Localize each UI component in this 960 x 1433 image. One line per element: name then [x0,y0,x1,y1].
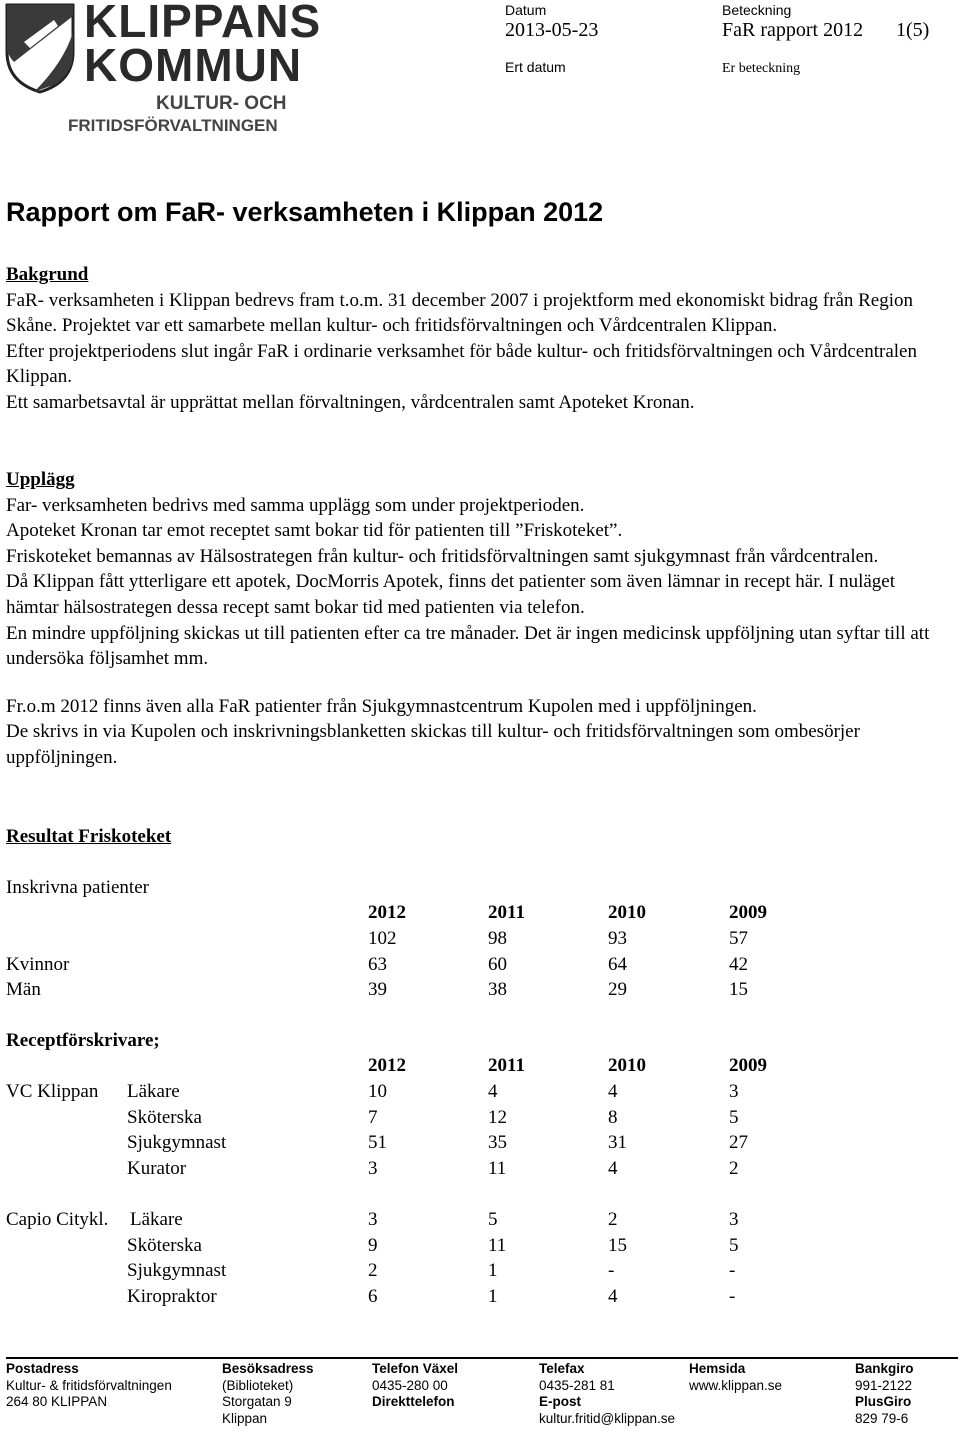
beteckning-value: FaR rapport 2012 [722,19,864,41]
footer [0,1361,960,1431]
bankgiro-value: 991-2122 [855,1377,913,1393]
year-cell: 2011 [488,1055,525,1076]
role-label: Sköterska [127,1235,202,1256]
telefax-label: Telefax [539,1361,585,1376]
role-label: Sköterska [127,1107,202,1128]
upplagg-heading: Upplägg [6,469,75,490]
year-cell: 2011 [488,902,525,923]
resultat-heading: Resultat Friskoteket [6,826,172,847]
recept-heading: Receptförskrivare; [6,1030,160,1051]
value-cell: 57 [729,928,748,949]
value-cell: 5 [729,1235,739,1256]
value-cell: 63 [368,954,387,975]
inskrivna-label: Inskrivna patienter [6,877,149,898]
hemsida-link[interactable]: www.klippan.se [689,1377,783,1393]
upplagg-paragraph-7: De skrivs in via Kupolen och inskrivningsblanketten skickas till kultur- och fritidsförvaltningen som ombesörjer uppföljningen. [6,721,860,768]
year-cell: 2012 [368,1055,406,1076]
table-row [0,1233,960,1259]
value-cell: 3 [368,1158,378,1179]
bakgrund-paragraph-3: Ett samarbetsavtal är upprättat mellan förvaltningen, vårdcentralen samt Apoteket Kronan. [6,391,695,413]
epost-label: E-post [539,1394,581,1409]
logo-line-1: KLIPPANS [84,0,322,47]
row-label: Män [6,979,41,1000]
value-cell: 11 [488,1158,507,1179]
bakgrund-heading: Bakgrund [6,264,89,285]
role-label: Läkare [130,1209,183,1230]
footer-bankgiro [855,1361,914,1427]
unit-label: VC Klippan [6,1081,99,1102]
value-cell: 98 [488,928,507,949]
beteckning-label: Beteckning [722,2,792,18]
besoksadress-line-2: Storgatan 9 [222,1394,292,1409]
value-cell: 60 [488,954,507,975]
upplagg-section [6,467,946,771]
table-row [0,1130,960,1156]
value-cell: 4 [608,1158,618,1179]
table-row [0,1156,960,1182]
value-cell: 39 [368,979,387,1000]
table-row [0,952,960,978]
datum-value: 2013-05-23 [505,19,599,41]
footer-telefax [539,1361,675,1427]
recept-year-row [0,1053,960,1079]
besoksadress-line-1: (Biblioteket) [222,1377,294,1393]
value-cell: - [729,1260,736,1281]
role-label: Sjukgymnast [127,1132,227,1153]
upplagg-paragraph-1: Far- verksamheten bedrivs med samma upplägg som under projektperioden. [6,494,585,516]
logo-line-3: KULTUR- OCH [156,93,287,114]
value-cell: 8 [608,1107,618,1128]
value-cell: 2 [368,1260,378,1281]
value-cell: 10 [368,1081,387,1102]
value-cell: 12 [488,1107,507,1128]
year-cell: 2009 [729,1055,767,1076]
postadress-label: Postadress [6,1361,79,1376]
value-cell: 6 [368,1286,378,1307]
unit-label: Capio Citykl. [6,1209,109,1230]
telefon-label: Telefon Växel [372,1361,459,1376]
footer-postadress [6,1361,172,1411]
page-title: Rapport om FaR- verksamheten i Klippan 2012 [6,197,604,227]
value-cell: 15 [608,1235,627,1256]
value-cell: 31 [608,1132,627,1153]
value-cell: 11 [488,1235,507,1256]
value-cell: 15 [729,979,748,1000]
hemsida-label: Hemsida [689,1361,746,1376]
value-cell: 38 [488,979,507,1000]
table-row [0,1284,960,1310]
year-cell: 2012 [368,902,406,923]
datum-label: Datum [505,2,547,18]
footer-divider [6,1357,958,1359]
value-cell: 93 [608,928,627,949]
bakgrund-section [6,262,956,416]
bankgiro-label: Bankgiro [855,1361,914,1376]
ert-datum-label: Ert datum [505,59,566,75]
table-row [0,1105,960,1131]
value-cell: 3 [368,1209,378,1230]
value-cell: 3 [729,1209,739,1230]
role-label: Kurator [127,1158,187,1179]
municipality-logo [4,0,322,140]
value-cell: 29 [608,979,627,1000]
value-cell: 7 [368,1107,378,1128]
plusgiro-value: 829 79-6 [855,1410,909,1426]
logo-line-4: FRITIDSFÖRVALTNINGEN [68,116,278,135]
value-cell: 4 [608,1081,618,1102]
table-row [0,926,960,952]
bakgrund-paragraph-1: FaR- verksamheten i Klippan bedrevs fram t.o.m. 31 december 2007 i projektform med ekonomiskt bidrag från Region Skåne. Projektet var ett samarbete mellan kultur- och fritidsförvaltningen och Vårdcentralen Klippan. [6,289,914,337]
besoksadress-label: Besöksadress [222,1361,314,1376]
coat-of-arms-icon [4,2,76,94]
role-label: Läkare [127,1081,180,1102]
telefon-line-1: 0435-280 00 [372,1377,448,1393]
page-number: 1(5) [896,19,930,41]
upplagg-paragraph-5: En mindre uppföljning skickas ut till patienten efter ca tre månader. Det är ingen medicinsk uppföljning utan syftar till att undersöka följsamhet mm. [6,622,930,670]
bakgrund-paragraph-2: Efter projektperiodens slut ingår FaR i ordinarie verksamhet för både kultur- och fritidsförvaltningen och Vårdcentralen Klippan. [6,340,917,388]
value-cell: 64 [608,954,627,975]
value-cell: 5 [729,1107,739,1128]
upplagg-paragraph-3: Friskoteket bemannas av Hälsostrategen från kultur- och fritidsförvaltningen samt sjukgymnast från vårdcentralen. [6,545,879,567]
row-label: Kvinnor [6,954,70,975]
role-label: Kiropraktor [127,1286,217,1307]
value-cell: 5 [488,1209,498,1230]
year-cell: 2010 [608,1055,646,1076]
value-cell: 42 [729,954,748,975]
value-cell: 102 [368,928,397,949]
year-cell: 2010 [608,902,646,923]
value-cell: 35 [488,1132,507,1153]
telefax-line-1: 0435-281 81 [539,1377,615,1393]
value-cell: 1 [488,1260,498,1281]
upplagg-paragraph-4: Då Klippan fått ytterligare ett apotek, DocMorris Apotek, finns det patienter som även lämnar in recept här. I nuläget hämtar hälsostrategen dessa recept samt bokar tid med patienten via telefon. [6,571,896,618]
besoksadress-line-3: Klippan [222,1410,268,1426]
footer-besoksadress [222,1361,314,1427]
plusgiro-label: PlusGiro [855,1394,912,1409]
footer-telefon [372,1361,458,1411]
value-cell: 3 [729,1081,739,1102]
table-row [0,1258,960,1284]
postadress-line-2: 264 80 KLIPPAN [6,1394,108,1409]
table-row [0,977,960,1003]
epost-value[interactable]: kultur.fritid@klippan.se [539,1410,676,1426]
value-cell: 9 [368,1235,378,1256]
value-cell: 4 [488,1081,498,1102]
patients-year-row [0,900,960,926]
table-row [0,1207,960,1233]
upplagg-paragraph-2: Apoteket Kronan tar emot receptet samt bokar tid för patienten till ”Friskoteket”. [6,520,623,542]
logo-line-2: KOMMUN [84,39,303,91]
value-cell: 27 [729,1132,748,1153]
value-cell: 2 [729,1158,739,1179]
value-cell: 51 [368,1132,387,1153]
footer-hemsida [689,1361,782,1394]
value-cell: 2 [608,1209,618,1230]
direkttelefon-label: Direkttelefon [372,1394,455,1409]
role-label: Sjukgymnast [127,1260,227,1281]
value-cell: 4 [608,1286,618,1307]
table-row [0,1079,960,1105]
er-beteckning-label: Er beteckning [722,61,801,76]
value-cell: - [608,1260,615,1281]
value-cell: 1 [488,1286,498,1307]
upplagg-paragraph-6: Fr.o.m 2012 finns även alla FaR patienter från Sjukgymnastcentrum Kupolen med i uppföljningen. [6,695,757,717]
postadress-line-1: Kultur- & fritidsförvaltningen [6,1377,172,1393]
value-cell: - [729,1286,736,1307]
year-cell: 2009 [729,902,767,923]
